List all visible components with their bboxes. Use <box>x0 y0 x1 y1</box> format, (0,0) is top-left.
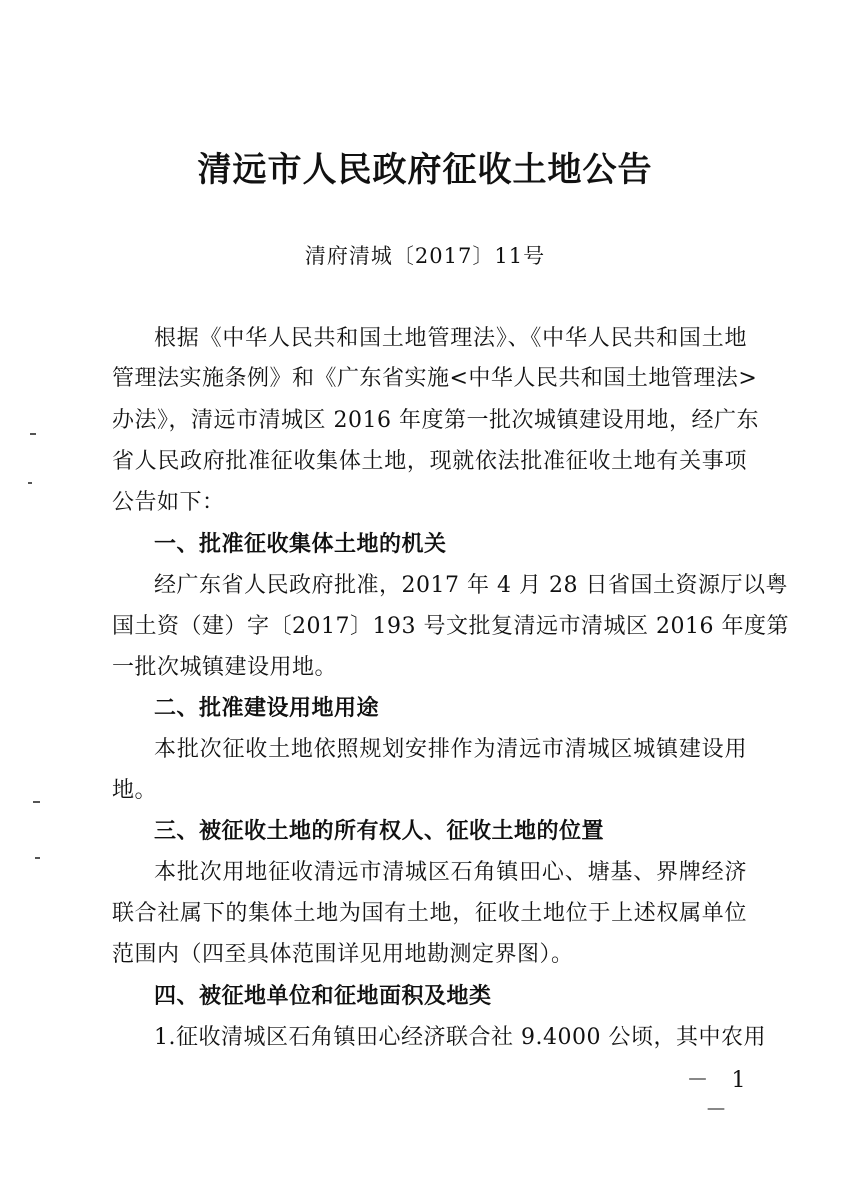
paragraph-line: 1.征收清城区石角镇田心经济联合社 9.4000 公顷，其中农用 <box>154 1025 766 1050</box>
paragraph-line: 管理法实施条例》和《广东省实施<中华人民共和国土地管理法> <box>112 366 758 391</box>
paragraph-line: 本批次用地征收清远市清城区石角镇田心、塘基、界牌经济 <box>154 860 747 885</box>
paragraph-line: 国土资（建）字〔2017〕193 号文批复清远市清城区 2016 年度第 <box>112 614 789 639</box>
paragraph-line: 本批次征收土地依照规划安排作为清远市清城区城镇建设用 <box>154 737 747 762</box>
paragraph-line: 地。 <box>112 778 158 803</box>
scan-mark <box>30 433 36 435</box>
paragraph-line: 办法》，清远市清城区 2016 年度第一批次城镇建设用地，经广东 <box>112 408 759 433</box>
page-number: － 1 － <box>686 1068 754 1123</box>
scan-mark <box>28 482 32 484</box>
section-heading: 一、批准征收集体土地的机关 <box>154 532 447 557</box>
section-heading: 二、批准建设用地用途 <box>154 696 380 721</box>
paragraph-line: 一批次城镇建设用地。 <box>112 655 338 680</box>
scan-mark <box>33 801 40 803</box>
section-heading: 三、被征收土地的所有权人、征收土地的位置 <box>154 819 605 844</box>
paragraph-line: 根据《中华人民共和国土地管理法》、《中华人民共和国土地 <box>154 326 747 351</box>
section-heading: 四、被征地单位和征地面积及地类 <box>154 984 492 1009</box>
paragraph-line: 联合社属下的集体土地为国有土地，征收土地位于上述权属单位 <box>112 901 747 926</box>
paragraph-line: 经广东省人民政府批准，2017 年 4 月 28 日省国土资源厅以粤 <box>154 573 788 598</box>
document-title: 清远市人民政府征收土地公告 <box>197 150 653 190</box>
paragraph-line: 范围内（四至具体范围详见用地勘测定界图）。 <box>112 942 574 967</box>
paragraph-line: 公告如下： <box>112 490 225 515</box>
scan-mark <box>35 857 40 859</box>
document-number: 清府清城〔2017〕11号 <box>304 244 546 268</box>
paragraph-line: 省人民政府批准征收集体土地，现就依法批准征收土地有关事项 <box>112 449 747 474</box>
